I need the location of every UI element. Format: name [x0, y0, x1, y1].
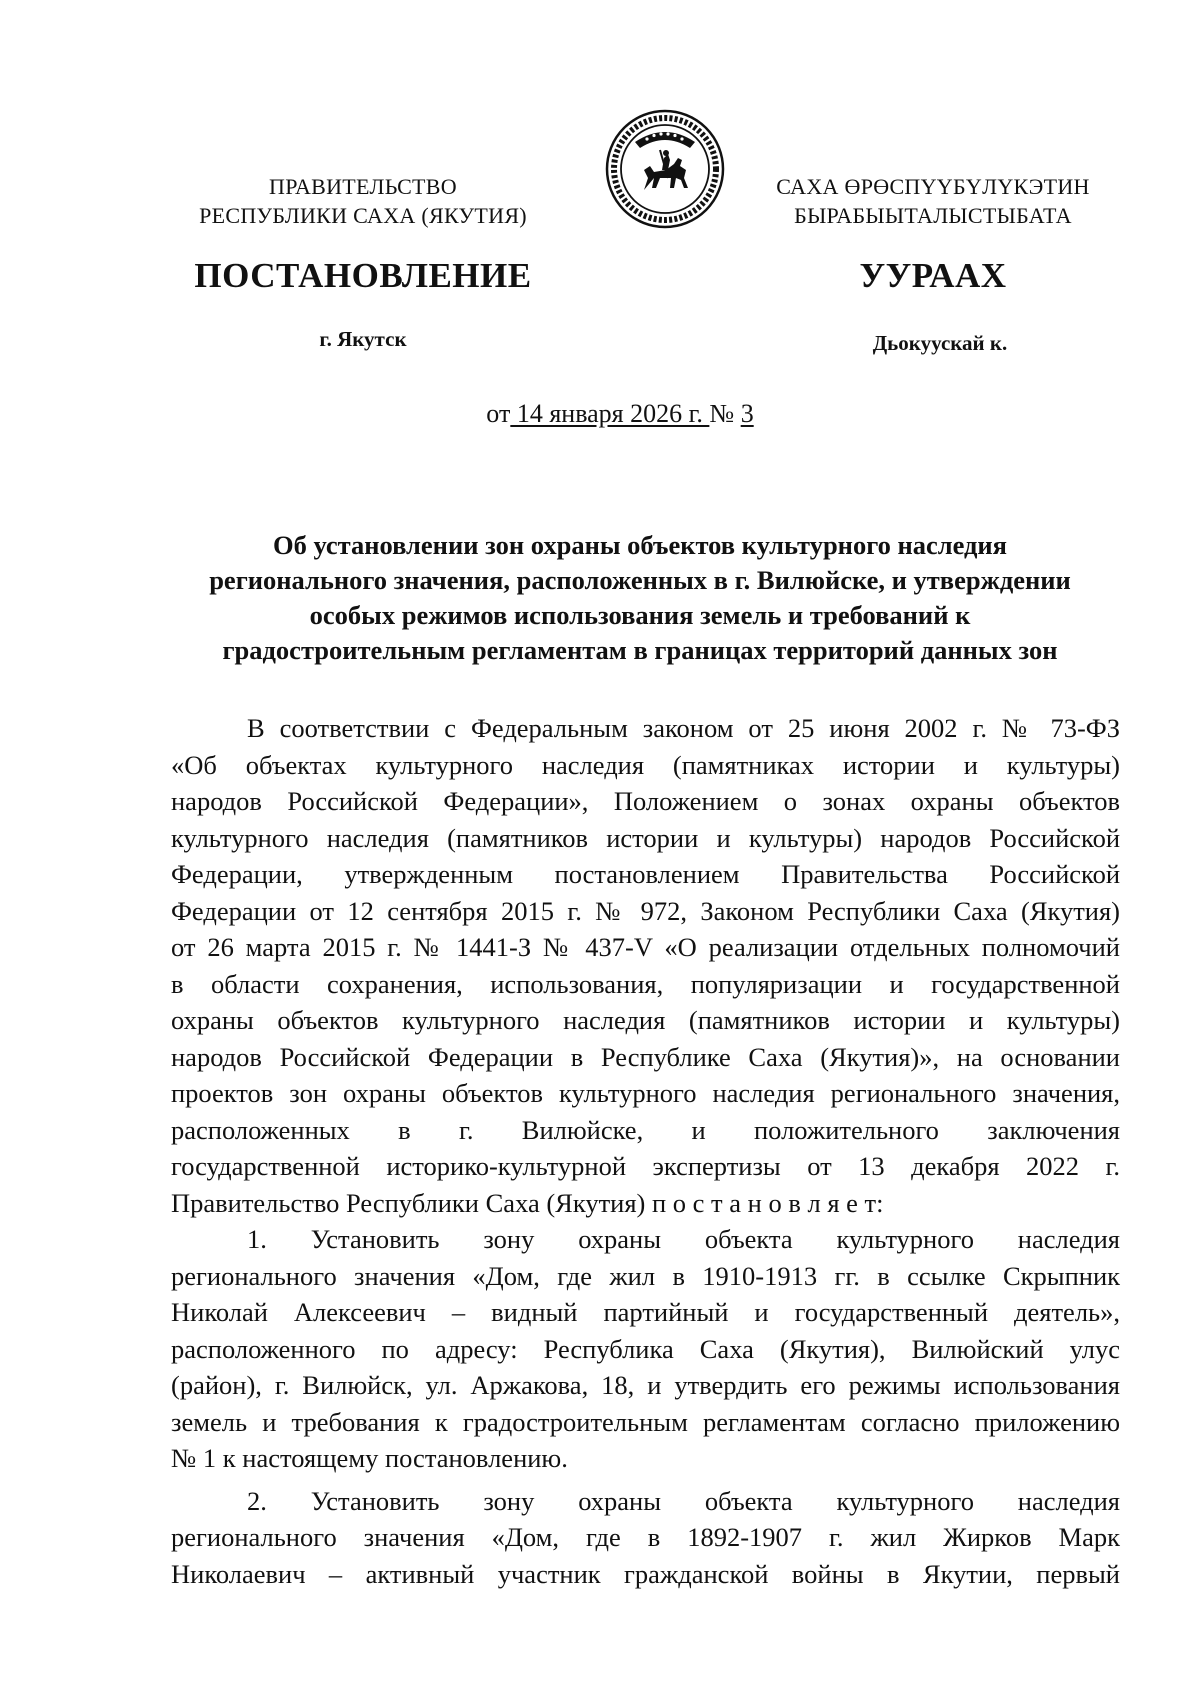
text-line: проектов зон охраны объектов культурного наследия регионального значения, — [171, 1078, 1120, 1108]
coat-of-arms-sakha-icon — [604, 108, 726, 230]
government-name-line: САХА ӨРӨСПҮҮБҮЛҮКЭТИН — [776, 174, 1090, 199]
text-line: (район), г. Вилюйск, ул. Аржакова, 18, и утвердить его режимы использования — [171, 1370, 1120, 1400]
city-russian: г. Якутск — [319, 327, 407, 351]
item-2-paragraph — [171, 1483, 1120, 1593]
title-line: Об установлении зон охраны объектов культурного наследия — [272, 530, 1008, 560]
text-line: расположенных в г. Вилюйске, и положительного заключения — [171, 1114, 1120, 1145]
text-line: 2. Установить зону охраны объекта культурного наследия — [247, 1485, 1120, 1516]
preamble-paragraph — [171, 710, 1120, 1221]
text-line: 1. Установить зону охраны объекта культурного наследия — [247, 1224, 1120, 1254]
text-line: народов Российской Федерации», Положением о зонах охраны объектов — [171, 786, 1120, 816]
text-line: «Об объектах культурного наследия (памятниках истории и культуры) — [171, 749, 1120, 780]
text-line: государственной историко-культурной экспертизы от 13 декабря 2022 г. — [171, 1151, 1120, 1181]
document-title — [160, 528, 1120, 668]
title-line: регионального значения, расположенных в г. Вилюйске, и утверждении — [209, 565, 1071, 595]
document-type-sakha: УУРААХ — [859, 256, 1007, 295]
date-number-line — [0, 398, 1200, 430]
text-line: Николай Алексеевич – видный партийный и государственный деятель», — [171, 1297, 1120, 1327]
text-line: Николаевич – активный участник гражданской войны в Якутии, первый — [171, 1558, 1120, 1589]
government-name-russian — [168, 172, 558, 230]
text-line: народов Российской Федерации в Республике Саха (Якутия)», на основании — [171, 1041, 1120, 1072]
text-line: Федерации, утвержденным постановлением Правительства Российской — [171, 859, 1120, 889]
document-date: 14 января 2026 г. — [510, 399, 710, 428]
document-number: 3 — [740, 399, 754, 428]
text-line: Правительство Республики Саха (Якутия) п о с т а н о в л я е т: — [171, 1187, 884, 1218]
text-line: расположенного по адресу: Республика Саха (Якутия), Вилюйский улус — [171, 1333, 1120, 1364]
government-name-line: ПРАВИТЕЛЬСТВО — [269, 174, 457, 199]
text-line: охраны объектов культурного наследия (памятников истории и культуры) — [171, 1005, 1120, 1035]
government-name-sakha — [748, 172, 1118, 230]
text-line: В соответствии с Федеральным законом от 25 июня 2002 г. № 73-ФЗ — [247, 713, 1120, 743]
text-line: в области сохранения, использования, популяризации и государственной — [171, 968, 1120, 999]
government-name-line: РЕСПУБЛИКИ САХА (ЯКУТИЯ) — [199, 203, 527, 228]
text-line: регионального значения «Дом, где жил в 1910-1913 гг. в ссылке Скрыпник — [171, 1260, 1120, 1291]
number-label: № — [709, 399, 741, 428]
city-sakha: Дьокуускай к. — [872, 331, 1008, 355]
date-prefix: от — [486, 399, 511, 428]
document-body — [171, 710, 1120, 1592]
item-1-paragraph — [171, 1221, 1120, 1477]
text-line: регионального значения «Дом, где в 1892-1907 г. жил Жирков Марк — [171, 1522, 1120, 1552]
title-line: градостроительным регламентам в границах территорий данных зон — [222, 635, 1058, 665]
text-line: от 26 марта 2015 г. № 1441-З № 437-V «О реализации отдельных полномочий — [171, 932, 1120, 962]
government-name-line: БЫРАБЫЫТАЛЫСТЫБАТА — [794, 203, 1072, 228]
document-type-russian: ПОСТАНОВЛЕНИЕ — [194, 256, 532, 295]
title-line: особых режимов использования земель и требований к — [309, 600, 971, 630]
text-line: Федерации от 12 сентября 2015 г. № 972, Законом Республики Саха (Якутия) — [171, 895, 1120, 926]
text-line: № 1 к настоящему постановлению. — [171, 1443, 568, 1473]
text-line: земель и требования к градостроительным регламентам согласно приложению — [171, 1406, 1120, 1437]
text-line: культурного наследия (памятников истории и культуры) народов Российской — [171, 822, 1120, 853]
